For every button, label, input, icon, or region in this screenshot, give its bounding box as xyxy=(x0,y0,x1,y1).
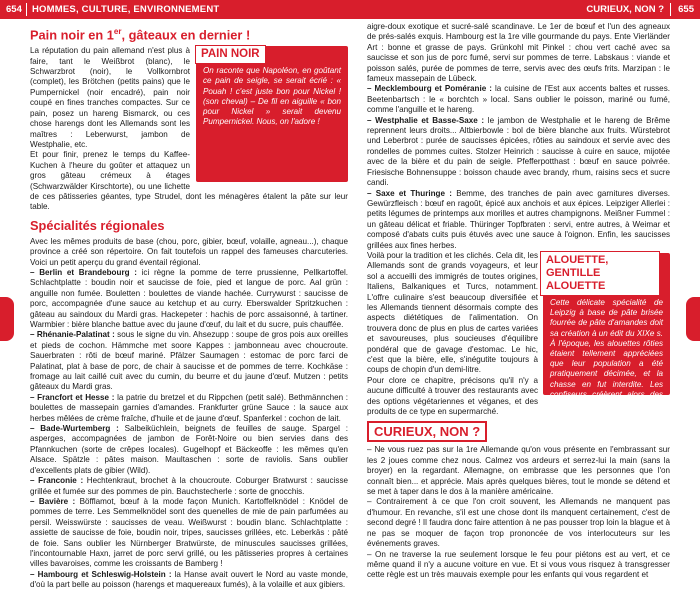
region-text: Bemme, des tranches de pain avec garnitures diverses. Gewürzfleisch : bœuf en ragoût, épicé aux anchois et aux épices. Leipziger Allerlei : petits légumes de printemps aux morilles et autres champignons. Meißner Fummel : un gâteau délicat et friable. Thüringer Topfbraten : servi, entre autres, à Weimar et composé d'abats cuits puis étuvés avec une sauce à l'oignon. Enfin, les saucisses grillées aux fines herbes. xyxy=(367,188,670,250)
region-name: – Saxe et Thuringe : xyxy=(367,188,452,198)
region-text: la patrie du bretzel et du Rippchen (petit salé). Bethmännchen : boulettes de massepain garnies d'amandes. Frankfurter grüne Sauce : la sauce aux herbes mêlées de crème fraîche, d'huile et de jaune d'œuf. Spanferkel : cochon de lait. xyxy=(30,392,348,423)
sidebar-box-alouette xyxy=(543,253,670,430)
region-item xyxy=(30,393,348,424)
bullet-list xyxy=(367,445,670,580)
region-text: la Hanse avait ouvert le Nord au vaste monde, d'où la part belle au poisson (harengs et maquereaux fumés), à la volaille et aux gibiers. xyxy=(30,569,348,590)
region-list xyxy=(30,268,348,591)
region-name: – Bavière : xyxy=(30,496,76,506)
region-text: la cuisine de l'Est aux accents baltes et russes. Beetenbartsch : le « borchtch » local. Sans oublier le poisson, mariné ou fumé, comme l'anguille et le hareng. xyxy=(367,84,670,115)
page-tab-right xyxy=(686,297,700,341)
bullet-item: – Contrairement à ce que l'on croit souvent, les Allemands ne manquent pas d'humour. En revanche, s'il est une chose dont ils manquent certainement, c'est de second degré ! Il faudra donc faire attention à ne pas pousser trop loin la blague et à ne pas se moquer de façon trop prononcée de vos interlocuteurs sur les événements graves. xyxy=(367,497,670,549)
paragraph-vegetarian: Pour clore ce chapitre, précisons qu'il n'y a aucune difficulté à trouver des restaurants avec des options végétariennes et véganes, et des produits de ce type en supermarché. xyxy=(367,375,538,417)
section-title-right: CURIEUX, NON ? xyxy=(586,4,664,15)
bullet-item: – On ne traverse la rue seulement lorsque le feu pour piétons est au vert, et ce même quand il n'y a aucune voiture en vue. Et si vous vous risquez à transgresser cette règle est un très mauvais exemple pour les enfants qui vous regardent et xyxy=(367,549,670,580)
region-name: – Francfort et Hesse : xyxy=(30,392,115,402)
bullet-item: – Ne vous ruez pas sur la 1re Allemande qu'on vous présente en l'embrassant sur les 2 joues comme chez nous. Calmez vos ardeurs et serrez-lui la main (sans la broyer) en la regardant. Allemagne, on embrasse que les personnes que l'on connaît bien... et apprécie. Mais après quelques bières, tout le monde se détend et se met à taper dans le dos à la manière américaine. xyxy=(367,445,670,497)
section-heading-curieux: CURIEUX, NON ? xyxy=(367,421,487,442)
paragraph-hamburg-cont: aigre-doux exotique et sucré-salé scandinave. Le 1er de bœuf et l'un des agneaux de prés-salés exquis. Hambourg est la 1re ville gourmande du pays. Ente Vierländer Art : bonne et grasse de pays. Grünkohl mit Pinkel : chou vert caché avec sa saucisse et son jus de porc fumé, servi sur pommes de terre. Labskaus : viande et poisson salés, purée de pommes de terre, servis avec des œufs frits. Marzipan : le fameux massepain de Lübeck. xyxy=(367,22,670,84)
region-item xyxy=(30,268,348,330)
region-name: – Westphalie et Basse-Saxe : xyxy=(367,115,485,125)
divider xyxy=(26,3,27,16)
header-bar xyxy=(0,0,700,19)
region-list xyxy=(367,84,670,251)
page-number-left: 654 xyxy=(6,4,22,15)
region-name: – Hambourg et Schleswig-Holstein : xyxy=(30,569,172,579)
sidebar-box-pain-noir xyxy=(196,46,348,182)
paragraph-immigration: Voilà pour la tradition et les clichés. Cela dit, les Allemands sont de grands voyageurs, et leur sol a accueilli des immigrés de toutes origines, Italiens, Balkaniques et Turcs, notamment. L'offre culinaire s'est beaucoup diversifiée et les Allemands tiennent désormais compte des aspects diététiques de l'alimentation. On trouvera donc de plus en plus de cartes variées et savoureuses, plus soucieuses d'équilibre pondéral que de gavage d'estomac. Le hic, c'est que la bière, elle, s'inégutite toujours à coups de chopin d'un demi-litre. xyxy=(367,250,538,375)
box-title: PAIN NOIR xyxy=(195,45,266,64)
paragraph-cakes: Et pour finir, prenez le temps du Kaffee-Kuchen à l'heure du goûter et attaquez un gros gâteau crémeux à étages (Schwarzwälder Kirschtorte), ou une lichette de ces pâtisseries géantes, type Strudel, dont les ménagères étalent la pâte sur leur table. xyxy=(30,150,348,212)
paragraph-regional: Avec les mêmes produits de base (chou, porc, gibier, bœuf, volaille, agneau...), chaque province a créé son répertoire. On fait toutefois un rappel des fameuses charcuteries. Voici un petit aperçu du grand éventail régional. xyxy=(30,236,348,267)
region-text: Böfflamot, bœuf à la mode façon Munich. Kartoffelknödel : Knödel de pommes de terre. Les Semmelknödel sont des quenelles de mie de pain parfumées au persil. Weisswürste : saucisses de veau. Weißwurst : boudin blanc. Schlachtplatte : assiette de saucisse de foie, boudin noir, tripes, saucisses grillées, etc. Leberkäs : pâté de foie. Sans oublier les Nürnberger Bratwürste, de minuscules saucisses grillées, l'incontournable Haxn, jarret de porc servi grillé, ou les pâtisseries propres à certaines villes bavaroises, comme les croissants de Bamberg ! xyxy=(30,496,348,569)
region-name: – Mecklembourg et Poméranie : xyxy=(367,84,492,94)
section-heading-bread: Pain noir en 1er, gâteaux en dernier ! xyxy=(30,27,251,43)
region-text: ici règne la pomme de terre prussienne, Pellkartoffel. Schlachtplatte : boudin noir et saucisse de foie, pied et langue de porc. Aal grün : anguille non fumée. Bouletten : boulettes de viande hachée. Currywurst : saucisse de porc, accompagnée d'une sauce au ketchup et au curry. Eberswalder Spritzkuchen : gâteau au saindoux du Mardi gras. Hackepeter : hachis de porc assaisonné, à tartiner. Warmbier : bière blanche battue avec du jaune d'œuf, du lait et du sucre, puis chauffée. xyxy=(30,267,349,330)
paragraph-bread: La réputation du pain allemand n'est plus à faire, tant le Weißbrot (blanc), le Schwarzbrot (noir), le Vollkornbrot (complet), les Brötchen (petits pains) que le Pumpernickel (noir encadré), pain noir coupé en fines tranches compactes. Sur ce pain, posez un hareng Bismarck, ou ces chose harengs dont les Allemands sont les maîtres : Leberwurst, jambon de Westphalie, etc. xyxy=(30,46,190,149)
region-name: – Rhénanie-Palatinat : xyxy=(30,330,115,340)
left-column xyxy=(30,22,349,590)
box-text: On raconte que Napoléon, en goûtant ce pain de seigle, se serait écrié : « Pouah ! c'est juste bon pour Nickel ! (son cheval) – De fil en aiguille « bon pour Nickel » serait devenu Pumpernickel. Nous, on l'adore ! xyxy=(203,66,341,127)
region-text: le jambon de Westphalie et le hareng de Brême reprennent leurs droits... Altbierbowle : bol de bière blanche aux fruits. Würstebrot und Leberbrot : purée de saucisses épicées, rôties au saindoux et servie avec des rondelles de pommes cuites. Stolzer Heinrich : saucisse à cuire en sauce, mijotée avec de la bière et du pain de seigle. Pfefferpotthast : bœuf en sauce poivrée. Friesische Bohnensuppe : boisson chaude avec brandy, rhum, raisins secs et sucre candi. xyxy=(367,115,670,188)
region-name: – Bade-Wurtemberg : xyxy=(30,424,119,434)
box-title: ALOUETTE, GENTILLE ALOUETTE xyxy=(540,251,660,296)
region-item xyxy=(30,330,348,392)
region-item xyxy=(367,116,670,189)
section-heading-regional: Spécialités régionales xyxy=(30,217,165,233)
region-item xyxy=(30,497,348,570)
region-item xyxy=(30,476,348,497)
region-text: sous le signe du vin. Ahsezupp : soupe de gros pois aux oreilles et pieds de cochon. Hämmche met soore Kappes : jambonneau avec choucroute. Sauerbraten : rôti de bœuf mariné. Pfälzer Saumagen : estomac de porc farci de Palatinat, plat à base de porc, de chair à saucisse et de pommes de terre. Kochkäse : fromage au lait caillé cuit avec du cumin, du beurre et du jaune d'œuf. Mutzen : petits gâteaux du Mardi gras. xyxy=(30,330,349,392)
divider xyxy=(670,3,671,16)
region-text: Hechtenkraut, brochet à la choucroute. Coburger Bratwurst : saucisse grillée et fumée sur des pommes de pin. Bauchstecherle : sorte de gnocchis. xyxy=(30,476,349,496)
region-text: Salbeiküchlein, beignets de feuilles de sauge. Spargel : asperges, accompagnées de jambon de Forêt-Noire ou bien servies dans des Pfannkuchen (sorte de crêpes locales). Gugelhopf et Bäckeoffe : les mêmes qu'en Alsace. Spätzle : pâtes maison. Maultaschen : sorte de raviolis. Sans oublier d'excellents plats de gibier (Wild). xyxy=(30,424,348,475)
region-item xyxy=(367,189,670,251)
right-column xyxy=(367,22,670,580)
region-item xyxy=(30,424,348,476)
page-tab-left xyxy=(0,297,14,341)
box-text: Cette délicate spécialité de Leipzig à base de pâte brisée fourrée de pâte d'amandes doit sa création à un édit du XIXe s. À l'époque, les alouettes rôties étaient tellement appréciées que leur population a été pratiquement décimée, et la chasse en fut interdite. Les confiseurs créèrent alors des alouettes (Lerchen) en version pâtissière, histoire d'adoucir cette pénurie. xyxy=(550,297,663,430)
page-number-right: 655 xyxy=(678,4,694,15)
region-name: – Berlin et Brandebourg : xyxy=(30,267,137,277)
region-item xyxy=(30,570,348,591)
section-title-left: HOMMES, CULTURE, ENVIRONNEMENT xyxy=(32,4,220,15)
region-item xyxy=(367,84,670,115)
region-name: – Franconie : xyxy=(30,476,84,486)
